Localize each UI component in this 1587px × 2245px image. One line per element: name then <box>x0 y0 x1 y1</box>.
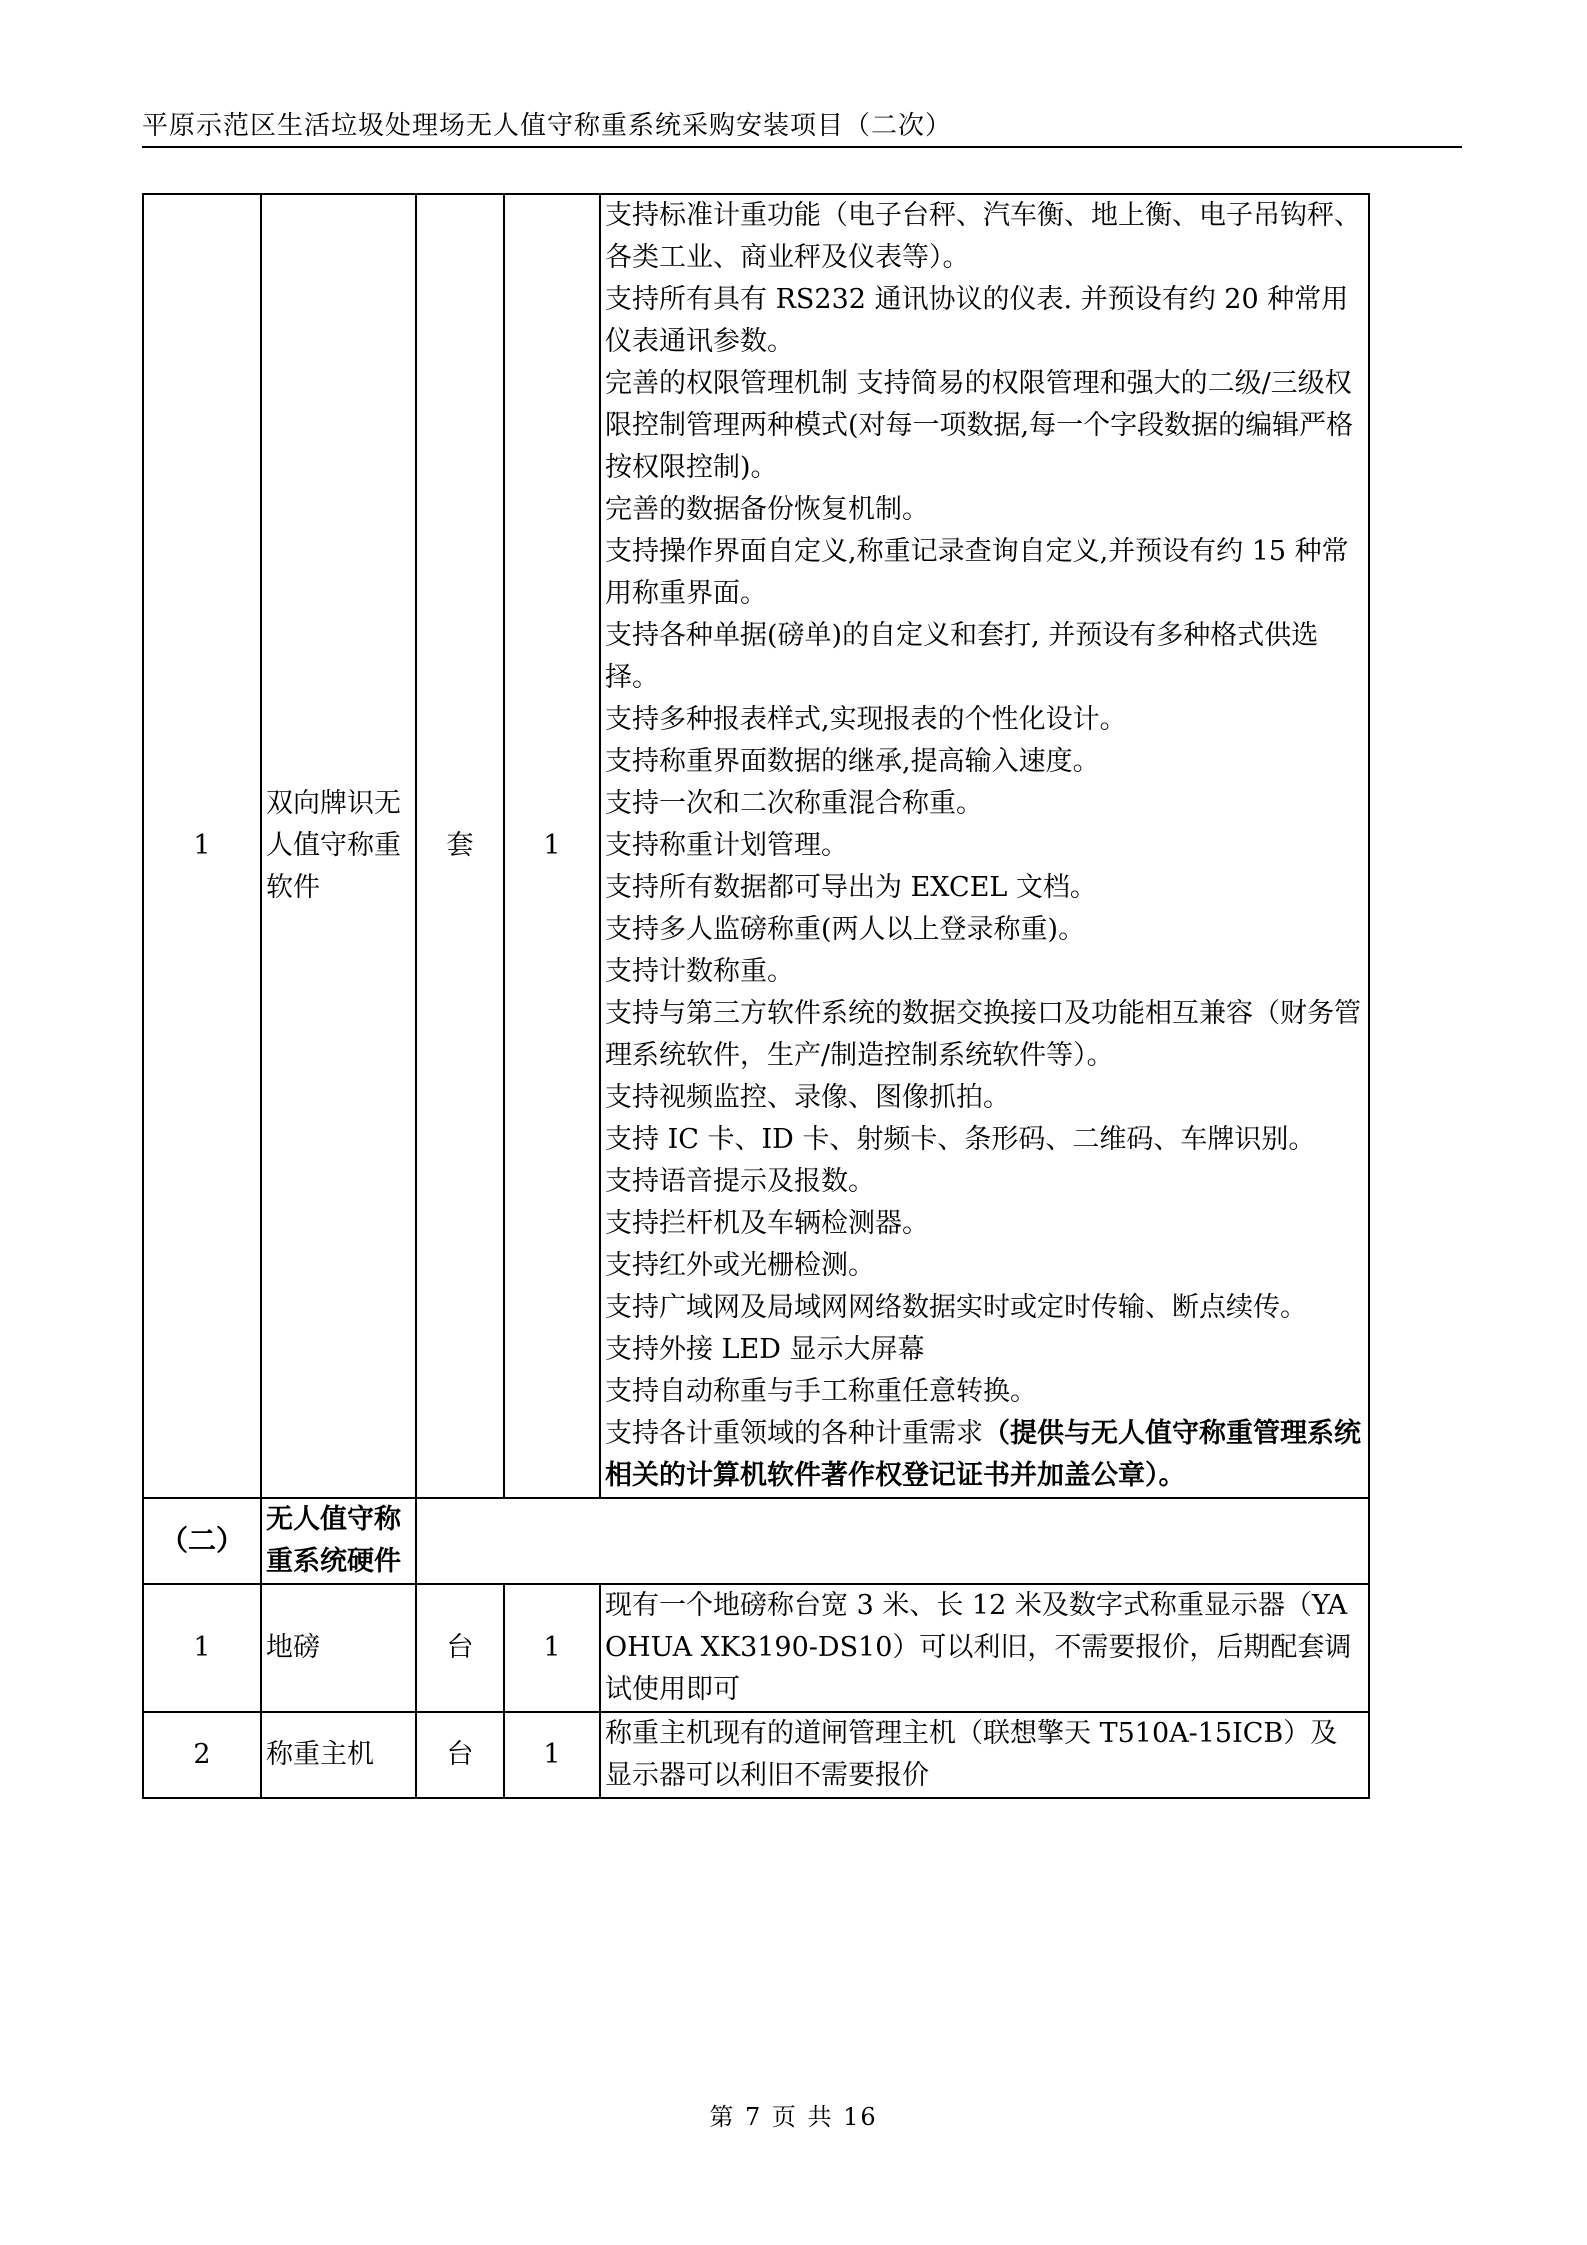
item-quantity: 1 <box>504 194 600 1498</box>
item-name: 双向牌识无人值守称重软件 <box>261 194 416 1498</box>
spec-line: 支持多人监磅称重(两人以上登录称重)。 <box>605 914 1086 945</box>
spec-line: 支持多种报表样式,实现报表的个性化设计。 <box>605 704 1127 735</box>
spec-certificate-note: （提供与无人值守称重管理系统相关的计算机软件著作权登记证书并加盖公章）。 <box>605 1418 1361 1491</box>
spec-line: 支持自动称重与手工称重任意转换。 <box>605 1376 1037 1407</box>
spec-line: 完善的数据备份恢复机制。 <box>605 494 929 525</box>
specification-table <box>142 193 1370 1799</box>
item-quantity: 1 <box>504 1584 600 1712</box>
item-quantity: 1 <box>504 1712 600 1798</box>
item-specification: 称重主机现有的道闸管理主机（联想擎天 T510A-15ICB）及显示器可以利旧不需要报价 <box>600 1712 1369 1798</box>
table-row <box>143 194 1369 1498</box>
table-row <box>143 1712 1369 1798</box>
item-unit: 台 <box>416 1584 504 1712</box>
spec-line: 完善的权限管理机制 支持简易的权限管理和强大的二级/三级权限控制管理两种模式(对每一项数据,每一个字段数据的编辑严格按权限控制)。 <box>605 368 1354 483</box>
spec-line: 支持广域网及局域网网络数据实时或定时传输、断点续传。 <box>605 1292 1307 1323</box>
page-number: 第 7 页 共 16 <box>709 2103 878 2131</box>
spec-line: 支持一次和二次称重混合称重。 <box>605 788 983 819</box>
section-row <box>143 1498 1369 1584</box>
section-number: （二） <box>143 1498 261 1584</box>
spec-line: 支持与第三方软件系统的数据交换接口及功能相互兼容（财务管理系统软件，生产/制造控制系统软件等）。 <box>605 998 1361 1071</box>
spec-line: 支持视频监控、录像、图像抓拍。 <box>605 1082 1010 1113</box>
spec-line: 支持红外或光栅检测。 <box>605 1250 875 1281</box>
item-specification: 现有一个地磅称台宽 3 米、长 12 米及数字式称重显示器（YAOHUA XK3190-DS10）可以利旧，不需要报价，后期配套调试使用即可 <box>600 1584 1369 1712</box>
spec-line-last <box>605 1413 1364 1497</box>
spec-line: 支持计数称重。 <box>605 956 794 987</box>
spec-line: 支持各种单据(磅单)的自定义和套打, 并预设有多种格式供选择。 <box>605 620 1319 693</box>
spec-line: 支持拦杆机及车辆检测器。 <box>605 1208 929 1239</box>
item-specification <box>600 194 1369 1498</box>
section-title: 无人值守称重系统硬件 <box>261 1498 416 1584</box>
spec-line: 支持称重计划管理。 <box>605 830 848 861</box>
spec-line: 支持操作界面自定义,称重记录查询自定义,并预设有约 15 种常用称重界面。 <box>605 536 1349 609</box>
spec-line: 支持 IC 卡、ID 卡、射频卡、条形码、二维码、车牌识别。 <box>605 1124 1316 1155</box>
item-unit: 套 <box>416 194 504 1498</box>
spec-line: 支持外接 LED 显示大屏幕 <box>605 1334 925 1365</box>
row-number: 1 <box>143 194 261 1498</box>
spec-line: 支持标准计重功能（电子台秤、汽车衡、地上衡、电子吊钩秤、各类工业、商业秤及仪表等）。 <box>605 200 1361 273</box>
document-header: 平原示范区生活垃圾处理场无人值守称重系统采购安装项目（二次） <box>142 111 953 141</box>
section-empty-cell <box>416 1498 1369 1584</box>
item-name: 地磅 <box>261 1584 416 1712</box>
item-name: 称重主机 <box>261 1712 416 1798</box>
spec-line: 支持所有数据都可导出为 EXCEL 文档。 <box>605 872 1097 903</box>
spec-line: 支持称重界面数据的继承,提高输入速度。 <box>605 746 1100 777</box>
table-row <box>143 1584 1369 1712</box>
spec-line: 支持语音提示及报数。 <box>605 1166 875 1197</box>
spec-line: 支持所有具有 RS232 通讯协议的仪表. 并预设有约 20 种常用仪表通讯参数。 <box>605 284 1349 357</box>
row-number: 1 <box>143 1584 261 1712</box>
header-divider <box>142 146 1462 148</box>
spec-requirement-text: 支持各计重领域的各种计重需求 <box>605 1418 983 1449</box>
item-unit: 台 <box>416 1712 504 1798</box>
row-number: 2 <box>143 1712 261 1798</box>
